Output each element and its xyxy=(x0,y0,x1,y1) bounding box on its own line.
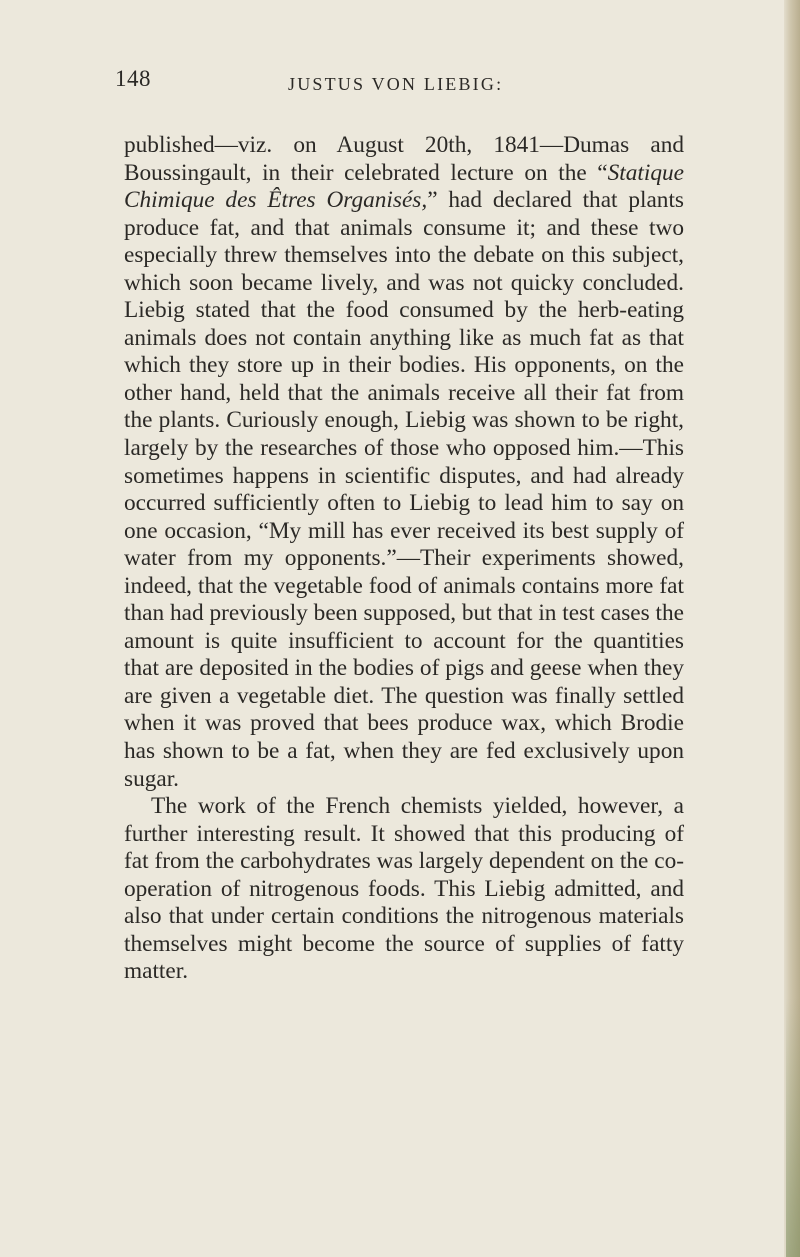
running-head: JUSTUS VON LIEBIG: xyxy=(288,74,504,94)
lecture-title: Statique Chimique des Êtres Organisés, xyxy=(124,159,684,214)
page-header xyxy=(0,66,800,106)
paragraph-1 xyxy=(124,132,684,793)
paragraph-1-text-start: published—viz. on August 20th, 1841—Dumas and Boussingault, in their celebrated lecture on the “ xyxy=(124,132,684,186)
page-edge-shadow xyxy=(786,997,800,1257)
page-number: 148 xyxy=(115,66,151,91)
paragraph-1-text-end: ” had declared that plants produce fat, and that animals consume it; and these two especially threw themselves into the debate on this subject, which soon became lively, and was not quicky concluded. Liebig stated that the food consumed by the herb-eating animals does not contain anything like as much fat as that which they store up in their bodies. His opponents, on the other hand, held that the animals receive all their fat from the plants. Curiously enough, Liebig was shown to be right, largely by the researches of those who opposed him.—This sometimes happens in scientific disputes, and had already occurred sufficiently often to Liebig to lead him to say on one occasion, “My mill has ever received its best supply of water from my opponents.”—Their experiments showed, indeed, that the vegetable food of animals contains more fat than had previously been supposed, but that in test cases the amount is quite insufficient to account for the quantities that are deposited in the bodies of pigs and geese when they are given a vegetable diet. The question was finally settled when it was proved that bees produce wax, which Brodie has shown to be a fat, when they are fed exclusively upon sugar. xyxy=(124,187,684,792)
body-text xyxy=(124,132,684,986)
paragraph-2: The work of the French chemists yielded, however, a further interesting result. It showed that this producing of fat from the carbohydrates was largely dependent on the co-operation of nitrogenous foods. This Liebig admitted, and also that under certain conditions the nitrogenous materials themselves might become the source of supplies of fatty matter. xyxy=(124,793,684,985)
